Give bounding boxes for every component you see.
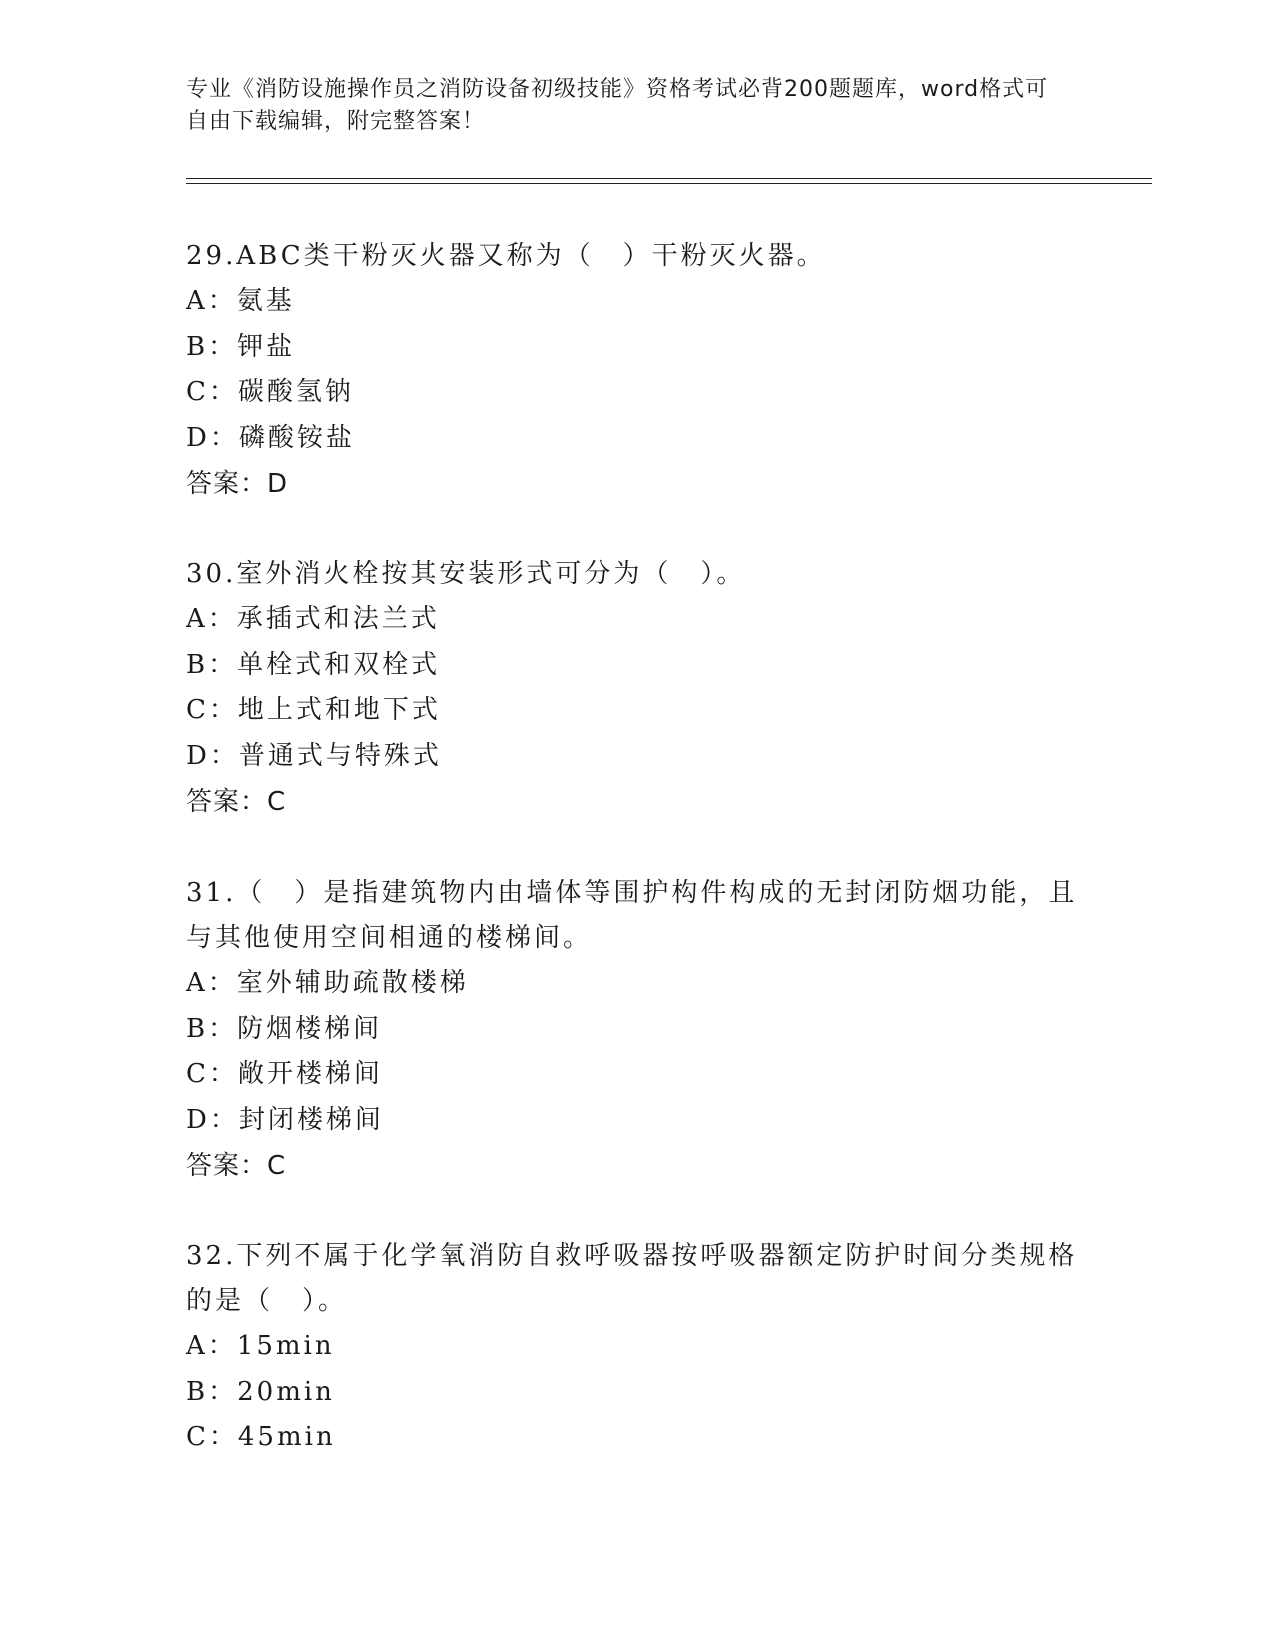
question-30 (186, 552, 1086, 825)
answer: 答案：C (186, 1151, 287, 1181)
option-d: D：磷酸铵盐 (186, 422, 355, 453)
header-divider-bottom (186, 183, 1152, 184)
document-header: 专业《消防设施操作员之消防设备初级技能》资格考试必背200题题库，word格式可自由下载编辑，附完整答案！ (186, 77, 1049, 134)
option-b: B：防烟楼梯间 (186, 1013, 383, 1044)
question-stem: 29.ABC类干粉灭火器又称为（ ）干粉灭火器。 (186, 241, 826, 271)
option-b: B：单栓式和双栓式 (186, 649, 441, 680)
option-c: C：45min (186, 1422, 336, 1452)
option-d: D：普通式与特殊式 (186, 740, 442, 771)
question-stem: 30.室外消火栓按其安装形式可分为（ ）。 (186, 559, 746, 589)
answer: 答案：C (186, 787, 287, 817)
option-a: A：氨基 (186, 286, 295, 316)
option-b: B：20min (186, 1376, 335, 1407)
question-32 (186, 1234, 1086, 1461)
option-a: A：室外辅助疏散楼梯 (186, 968, 469, 998)
question-stem: 32.下列不属于化学氧消防自救呼吸器按呼吸器额定防护时间分类规格的是（ ）。 (186, 1241, 1078, 1316)
option-a: A：15min (186, 1331, 335, 1361)
option-c: C：碳酸氢钠 (186, 377, 354, 407)
question-31 (186, 871, 1086, 1189)
option-a: A：承插式和法兰式 (186, 604, 440, 634)
answer: 答案：D (186, 469, 289, 499)
question-29 (186, 234, 1086, 507)
option-b: B：钾盐 (186, 331, 296, 362)
header-divider-top (186, 178, 1152, 179)
option-c: C：敞开楼梯间 (186, 1059, 383, 1089)
option-d: D：封闭楼梯间 (186, 1104, 384, 1135)
option-c: C：地上式和地下式 (186, 695, 441, 725)
question-stem: 31.（ ）是指建筑物内由墙体等围护构件构成的无封闭防烟功能，且与其他使用空间相通的楼梯间。 (186, 878, 1078, 953)
